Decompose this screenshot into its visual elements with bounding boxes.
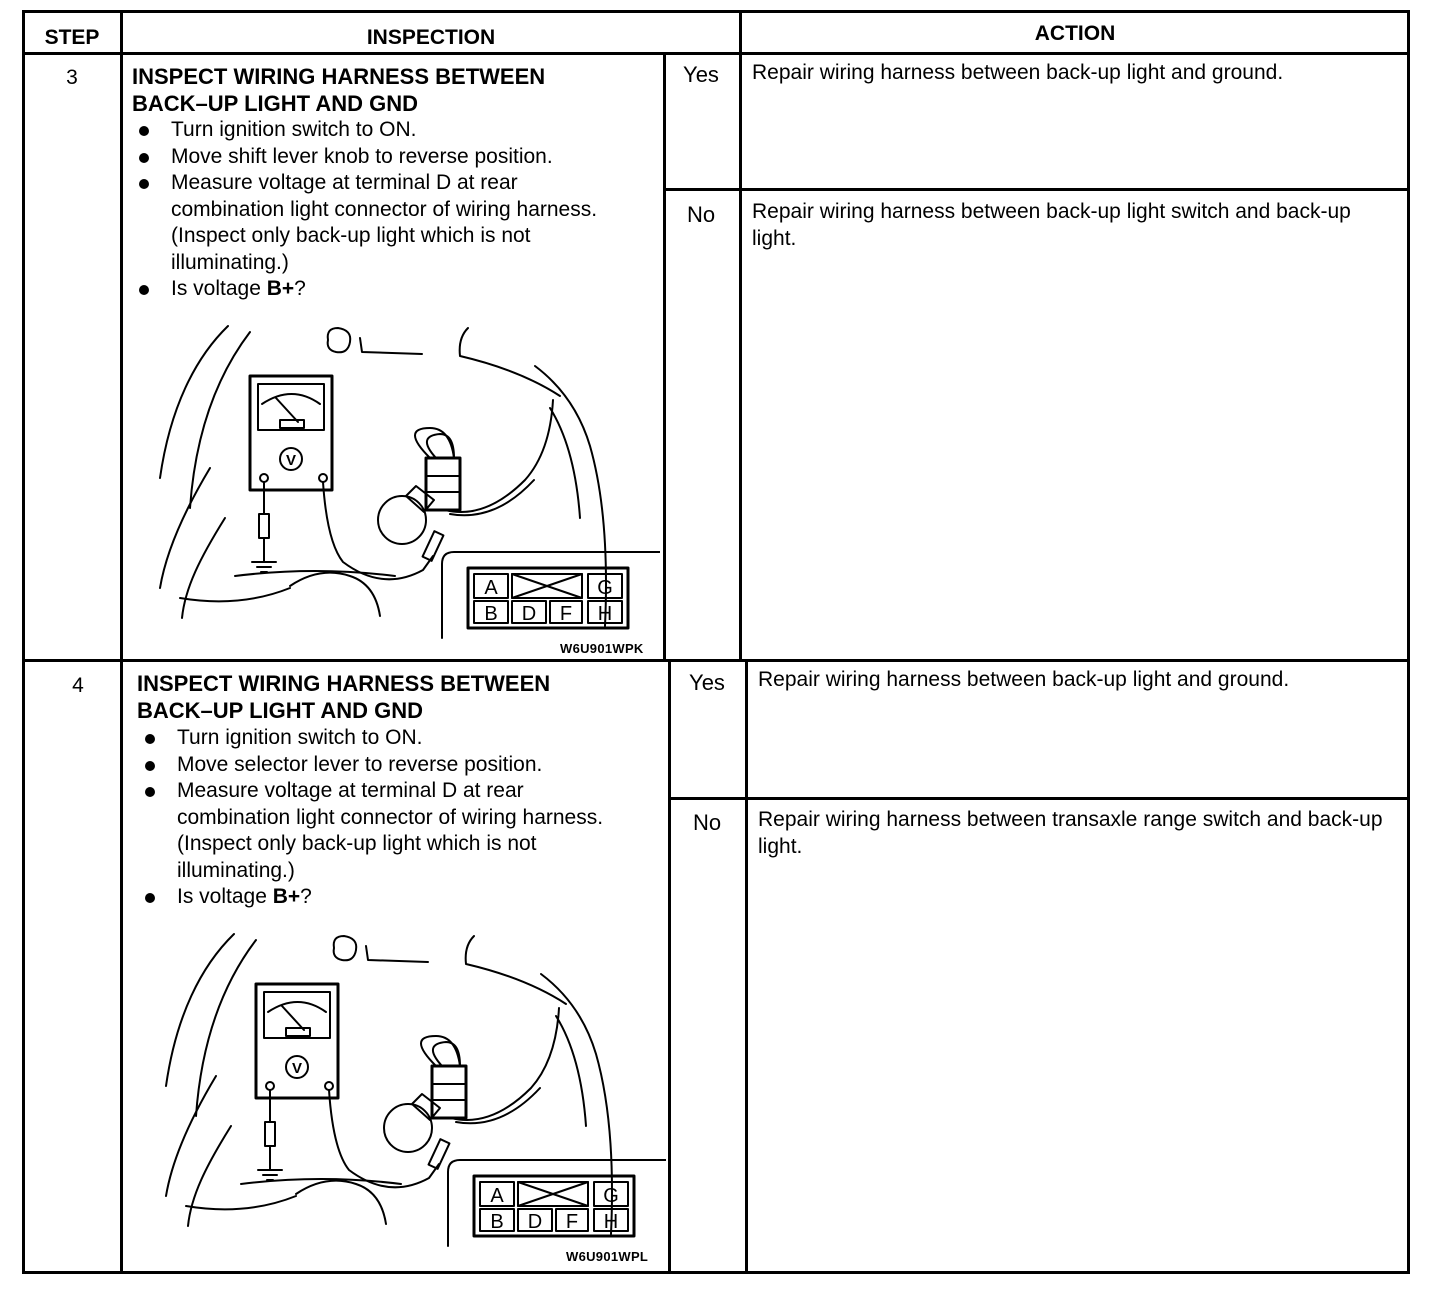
voltmeter-symbol: V: [291, 1060, 303, 1077]
list-item-text: Move selector lever to reverse position.: [177, 752, 543, 776]
probe-handle: [259, 514, 269, 538]
action-column-divider-top: [739, 10, 742, 659]
list-item: [133, 144, 633, 171]
figure-code: W6U901WPK: [560, 641, 644, 656]
terminal-label-b: B: [490, 1211, 504, 1233]
bullet-dot: [139, 153, 149, 163]
voltmeter-terminal: [260, 474, 268, 482]
terminal-label-b: B: [484, 603, 498, 625]
trim-outline: [550, 408, 580, 518]
voltmeter-terminal: [319, 474, 327, 482]
list-item: [133, 170, 633, 276]
yes-action: Repair wiring harness between back-up light and ground.: [758, 668, 1290, 691]
no-label: No: [686, 202, 716, 227]
harness-wire: [421, 1036, 460, 1066]
terminal-label-f: F: [565, 1211, 579, 1233]
yes-label: Yes: [683, 62, 719, 87]
probe-lead: [323, 482, 433, 579]
probe-tip: [429, 1139, 450, 1169]
list-item-text: Is voltage: [171, 277, 267, 300]
terminal-label-g: G: [597, 577, 613, 599]
floor-outline: [296, 1181, 386, 1224]
bullet-dot: [139, 179, 149, 189]
list-item-text: Turn ignition switch to ON.: [177, 726, 423, 749]
voltmeter-scale: [268, 1002, 326, 1012]
harness-wire: [450, 480, 534, 515]
question-mark: ?: [300, 885, 312, 908]
yes-label: Yes: [689, 670, 725, 695]
bullet-dot: [139, 285, 149, 295]
terminal-label-d: D: [527, 1211, 543, 1233]
list-item-text: Measure voltage at terminal D at rear combination light connector of wiring harness. (Inspect only back-up light which is not illuminating.): [177, 779, 604, 882]
no-label: No: [692, 810, 722, 835]
inspection-title: [132, 63, 652, 117]
step-number: 3: [66, 66, 78, 89]
voltage-label: B+: [266, 277, 295, 300]
body-panel-curve: [182, 518, 225, 618]
no-action: Repair wiring harness between transaxle range switch and back-up light.: [758, 808, 1383, 858]
yesno-column-divider-step3: [663, 55, 666, 659]
harness-wire: [415, 428, 454, 458]
step3-yesno-divider: [663, 188, 1410, 191]
bulb: [384, 1104, 432, 1152]
list-item: [139, 884, 639, 911]
figure-code: W6U901WPL: [566, 1249, 649, 1264]
bullet-dot: [145, 734, 155, 744]
header-divider: [22, 52, 1410, 55]
terminal-label-a: A: [490, 1185, 504, 1207]
row-divider: [22, 659, 1410, 662]
probe-lead: [329, 1090, 439, 1187]
list-item-text: Is voltage: [177, 885, 273, 908]
voltage-label: B+: [272, 885, 301, 908]
bulb: [378, 496, 426, 544]
voltmeter-symbol: V: [285, 452, 297, 469]
trim-outline: [466, 936, 566, 1004]
list-item: [133, 276, 633, 303]
bullet-dot: [145, 787, 155, 797]
trim-outline: [328, 328, 351, 352]
terminal-label-d: D: [521, 603, 537, 625]
step-column-divider: [120, 10, 123, 1274]
trim-outline: [334, 936, 357, 960]
list-item: [139, 752, 639, 779]
harness-wire: [433, 1042, 460, 1066]
list-item: [139, 778, 639, 884]
body-panel-curve: [188, 1126, 231, 1226]
voltmeter-illustration: [146, 926, 666, 1256]
question-mark: ?: [294, 277, 306, 300]
list-item: [133, 117, 633, 144]
harness-wire: [456, 1088, 540, 1123]
header-action: ACTION: [1034, 22, 1116, 45]
terminal-label-a: A: [484, 577, 498, 599]
voltmeter-scale: [262, 394, 320, 404]
step-number: 4: [72, 674, 84, 697]
voltmeter-terminal: [325, 1082, 333, 1090]
inspection-title-line1: INSPECT WIRING HARNESS BETWEEN: [132, 64, 546, 89]
inspection-steps: [139, 725, 639, 911]
inspection-title: [137, 670, 657, 724]
bullet-dot: [145, 893, 155, 903]
bulb-socket: [406, 486, 434, 512]
list-item: [139, 725, 639, 752]
body-panel-curve: [160, 468, 210, 588]
voltmeter-pivot: [286, 1028, 310, 1036]
step4-yesno-divider: [668, 797, 1410, 800]
bulb-socket: [412, 1094, 440, 1120]
voltmeter-dial: [258, 384, 324, 430]
floor-outline: [186, 1196, 296, 1209]
trim-outline: [556, 1016, 586, 1126]
voltmeter-dial: [264, 992, 330, 1038]
voltmeter-illustration: [140, 318, 660, 648]
terminal-label-f: F: [559, 603, 573, 625]
yes-action: Repair wiring harness between back-up light and ground.: [752, 61, 1284, 84]
voltmeter-needle: [282, 1006, 304, 1030]
harness-wire: [427, 434, 454, 458]
list-item-text: Turn ignition switch to ON.: [171, 118, 417, 141]
terminal-label-h: H: [603, 1211, 619, 1233]
probe-tip: [423, 531, 444, 561]
voltmeter-terminal: [266, 1082, 274, 1090]
bullet-dot: [145, 761, 155, 771]
body-panel-curve: [160, 326, 228, 478]
body-panel-curve: [166, 934, 234, 1086]
list-item-text: Measure voltage at terminal D at rear combination light connector of wiring harness. (Inspect only back-up light which is not illuminating.): [171, 171, 598, 274]
body-panel-curve: [166, 1076, 216, 1196]
trim-outline: [360, 338, 422, 354]
terminal-label-g: G: [603, 1185, 619, 1207]
inspection-title-line2: BACK–UP LIGHT AND GND: [137, 698, 424, 723]
floor-outline: [180, 588, 290, 601]
voltmeter-pivot: [280, 420, 304, 428]
floor-outline: [290, 573, 380, 616]
terminal-label-h: H: [597, 603, 613, 625]
list-item-text: Move shift lever knob to reverse position.: [171, 144, 553, 168]
inspection-steps: [133, 117, 633, 303]
no-action: Repair wiring harness between back-up light switch and back-up light.: [752, 200, 1351, 250]
bullet-dot: [139, 126, 149, 136]
trim-outline: [366, 946, 428, 962]
inspection-title-line2: BACK–UP LIGHT AND GND: [132, 91, 419, 116]
trim-outline: [460, 328, 560, 396]
probe-handle: [265, 1122, 275, 1146]
voltmeter-needle: [276, 398, 298, 422]
yesno-column-divider-step4: [668, 662, 671, 1274]
header-step: STEP: [44, 26, 100, 49]
body-panel-curve: [190, 332, 250, 508]
action-column-divider-bottom: [745, 659, 748, 1274]
body-panel-curve: [196, 940, 256, 1116]
inspection-title-line1: INSPECT WIRING HARNESS BETWEEN: [137, 671, 551, 696]
header-inspection: INSPECTION: [366, 26, 496, 49]
